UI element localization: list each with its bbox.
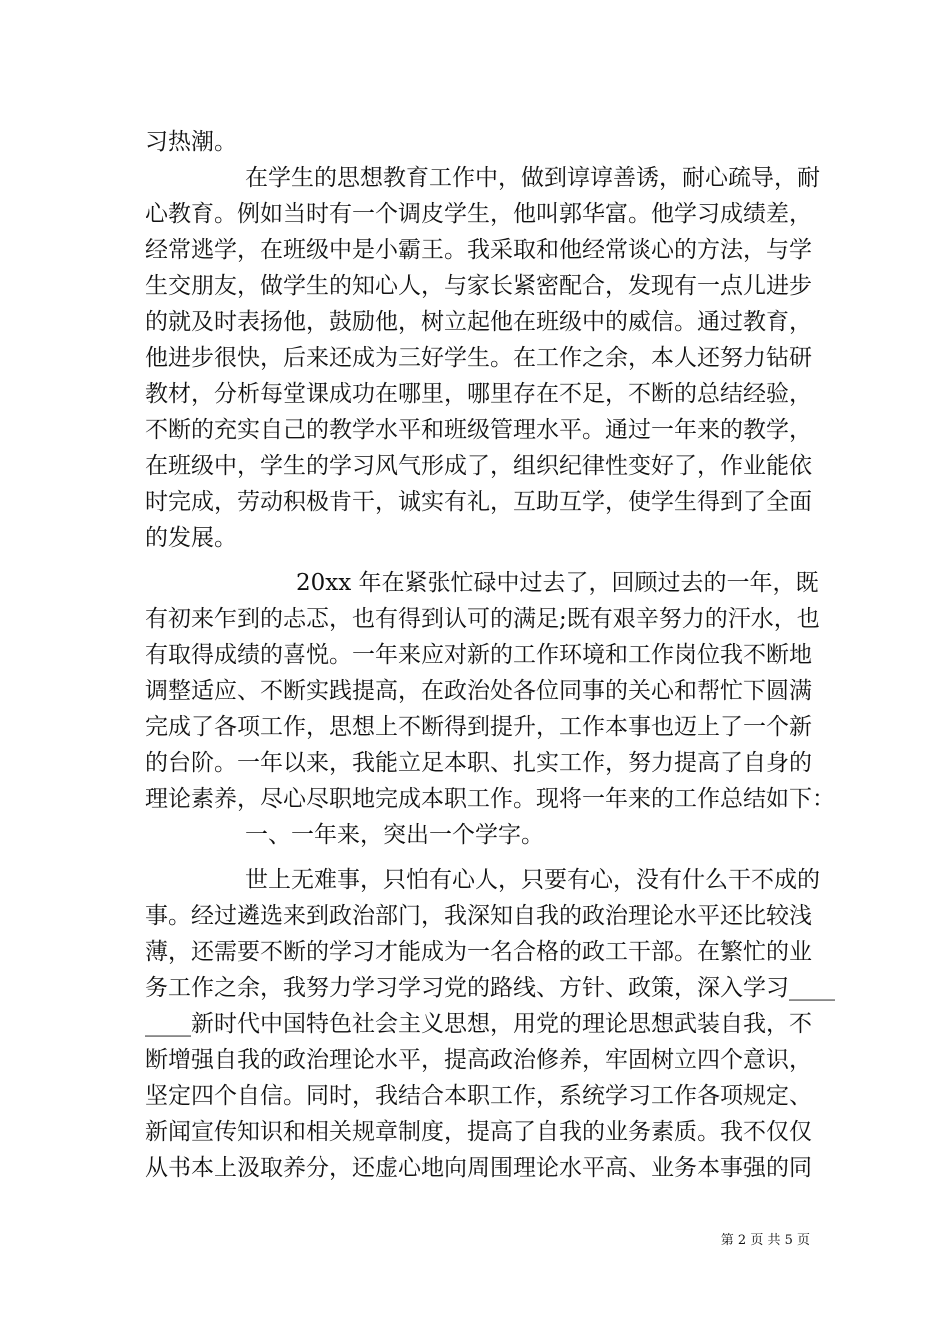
text-line: 断增强自我的政治理论水平，提高政治修养，牢固树立四个意识， (145, 1047, 812, 1073)
paragraph-first-line: 世上无难事，只怕有心人，只要有心，没有什么干不成的 (245, 867, 820, 893)
text-line: 新闻宣传知识和相关规章制度，提高了自我的业务素质。我不仅仅 (145, 1119, 812, 1145)
page-number-footer: 第 2 页 共 5 页 (720, 1233, 810, 1248)
text-line: 务工作之余，我努力学习学习党的路线、方针、政策，深入学习____ (145, 975, 835, 1001)
text-line: 他进步很快，后来还成为三好学生。在工作之余，本人还努力钻研 (145, 345, 812, 371)
text-line: 调整适应、不断实践提高，在政治处各位同事的关心和帮忙下圆满 (145, 678, 812, 704)
text-line: 理论素养，尽心尽职地完成本职工作。现将一年来的工作总结如下： (145, 786, 835, 812)
text-line: 的台阶。一年以来，我能立足本职、扎实工作，努力提高了自身的 (145, 750, 812, 776)
text-line: 教材，分析每堂课成功在哪里，哪里存在不足，不断的总结经验， (145, 381, 812, 407)
text-line: 在班级中，学生的学习风气形成了，组织纪律性变好了，作业能依 (145, 453, 812, 479)
text-line: 的就及时表扬他，鼓励他，树立起他在班级中的威信。通过教育， (145, 309, 812, 335)
text-line: 事。经过遴选来到政治部门，我深知自我的政治理论水平还比较浅 (145, 903, 812, 929)
text-line: 薄，还需要不断的学习才能成为一名合格的政工干部。在繁忙的业 (145, 939, 812, 965)
paragraph-first-line: 20xx 年在紧张忙碌中过去了，回顾过去的一年，既 (296, 570, 819, 596)
text-line: 习热潮。 (145, 129, 237, 155)
text-line: ____新时代中国特色社会主义思想，用党的理论思想武装自我，不 (145, 1011, 812, 1037)
text-line: 心教育。例如当时有一个调皮学生，他叫郭华富。他学习成绩差， (145, 201, 812, 227)
text-line: 完成了各项工作，思想上不断得到提升，工作本事也迈上了一个新 (145, 714, 812, 740)
text-line: 从书本上汲取养分，还虚心地向周围理论水平高、业务本事强的同 (145, 1155, 812, 1181)
text-line: 不断的充实自己的教学水平和班级管理水平。通过一年来的教学， (145, 417, 812, 443)
paragraph-first-line: 在学生的思想教育工作中，做到谆谆善诱，耐心疏导，耐 (245, 165, 820, 191)
text-line: 时完成，劳动积极肯干，诚实有礼，互助互学，使学生得到了全面 (145, 489, 812, 515)
text-line: 有初来乍到的忐忑，也有得到认可的满足;既有艰辛努力的汗水，也 (145, 606, 820, 632)
section-heading: 一、一年来，突出一个学字。 (245, 822, 544, 848)
text-line: 的发展。 (145, 525, 237, 551)
text-line: 有取得成绩的喜悦。一年来应对新的工作环境和工作岗位我不断地 (145, 642, 812, 668)
text-line: 生交朋友，做学生的知心人，与家长紧密配合，发现有一点儿进步 (145, 273, 812, 299)
text-line: 经常逃学，在班级中是小霸王。我采取和他经常谈心的方法，与学 (145, 237, 812, 263)
text-line: 坚定四个自信。同时，我结合本职工作，系统学习工作各项规定、 (145, 1083, 812, 1109)
